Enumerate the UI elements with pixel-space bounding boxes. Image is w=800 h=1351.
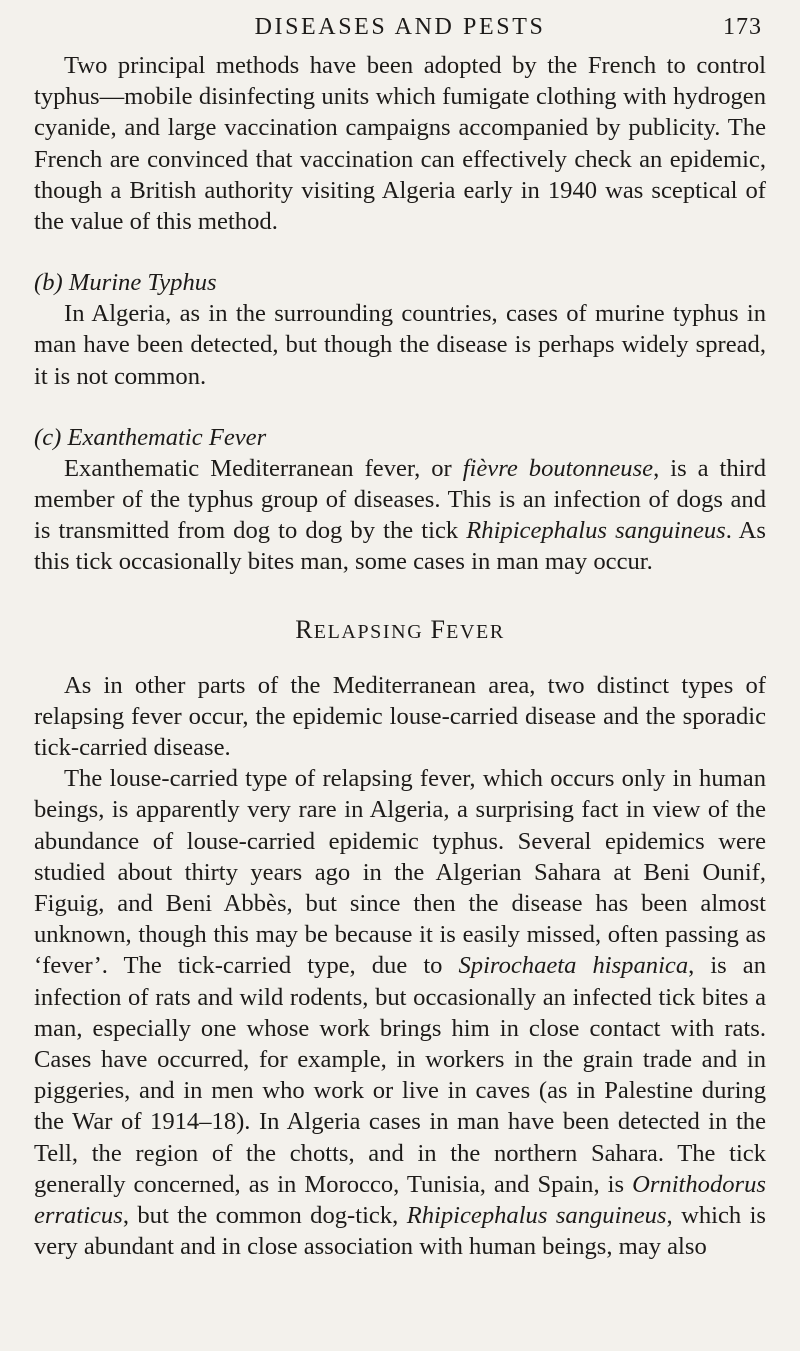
- text-run: , which is very abundant and in close association with human beings, may also: [34, 1202, 766, 1261]
- relapsing-fever-paragraph-2: [34, 763, 766, 1262]
- spacer: [34, 392, 766, 422]
- section-label: (c): [34, 423, 62, 451]
- section-heading-murine-typhus: [34, 267, 766, 298]
- spacer: [34, 648, 766, 670]
- murine-typhus-paragraph: In Algeria, as in the surrounding countries, cases of murine typhus in man have been detected, but though the disease is perhaps widely spread, it is not common.: [34, 300, 766, 390]
- section-title: Exanthematic Fever: [67, 423, 267, 451]
- page-number: 173: [723, 14, 762, 40]
- book-page: [0, 14, 800, 1351]
- text-run: , but the common dog-tick,: [122, 1202, 407, 1230]
- heading-rest: EVER: [446, 620, 505, 643]
- spacer: [34, 237, 766, 267]
- text-run: , is an infection of rats and wild rodents, but occasionally an infected tick bites a man, especially one whose work brings him in close contact with rats. Cases have occurred, for example, in workers in the grain trade and in piggeries, and in men who work or live in caves (as in Palestine during the War of 1914–18). In Algeria cases in man have been detected in the Tell, the region of the chotts, and in the northern Sahara. The tick generally concerned, as in Morocco, Tunisia, and Spain, is: [34, 952, 766, 1198]
- text-run: , is a third member of the typhus group of diseases. This is an infection of dogs and is transmitted from dog to dog by the tick: [34, 454, 766, 545]
- term-ornithodorus: Ornithodorus erraticus: [34, 1170, 766, 1230]
- term-fievre-boutonneuse: fièvre boutonneuse: [462, 454, 654, 482]
- section-title: Murine Typhus: [68, 269, 217, 297]
- section-heading-relapsing-fever: [34, 614, 766, 648]
- term-rhipicephalus: Rhipicephalus sanguineus: [466, 517, 726, 545]
- heading-rest: ELAPSING: [313, 620, 424, 643]
- heading-initial: R: [295, 614, 314, 644]
- section-heading-exanthematic-fever: [34, 422, 766, 453]
- text-run: . As this tick occasionally bites man, some cases in man may occur.: [34, 517, 766, 576]
- exanthematic-fever-paragraph: [34, 453, 766, 578]
- heading-initial: F: [430, 614, 447, 644]
- running-head: [34, 14, 766, 50]
- term-spirochaeta: Spirochaeta hispanica: [458, 952, 689, 980]
- term-rhipicephalus: Rhipicephalus sanguineus: [406, 1202, 667, 1230]
- intro-paragraph: Two principal methods have been adopted by the French to control typhus—mobile disinfecting units which fumigate clothing with hydrogen cyanide, and large vaccination campaigns accompanied by publicity. The French are convinced that vaccination can effectively check an epidemic, though a British authority visiting Algeria early in 1940 was sceptical of the value of this method.: [34, 52, 766, 236]
- section-label: (b): [34, 269, 63, 297]
- spacer: [34, 578, 766, 614]
- text-run: Exanthematic Mediterranean fever, or: [64, 454, 463, 482]
- text-run: The louse-carried type of relapsing fever, which occurs only in human beings, is apparently very rare in Algeria, a surprising fact in view of the abundance of louse-carried epidemic typhus. Several epidemics were studied about thirty years ago in the Algerian Sahara at Beni Ounif, Figuig, and Beni Abbès, but since then the disease has been almost unknown, though this may be because it is easily missed, often passing as ‘fever’. The tick-carried type, due to: [34, 765, 766, 980]
- running-title: DISEASES AND PESTS: [254, 14, 546, 40]
- relapsing-fever-paragraph-1: As in other parts of the Mediterranean area, two distinct types of relapsing fever occur, the epidemic louse-carried disease and the sporadic tick-carried disease.: [34, 671, 766, 762]
